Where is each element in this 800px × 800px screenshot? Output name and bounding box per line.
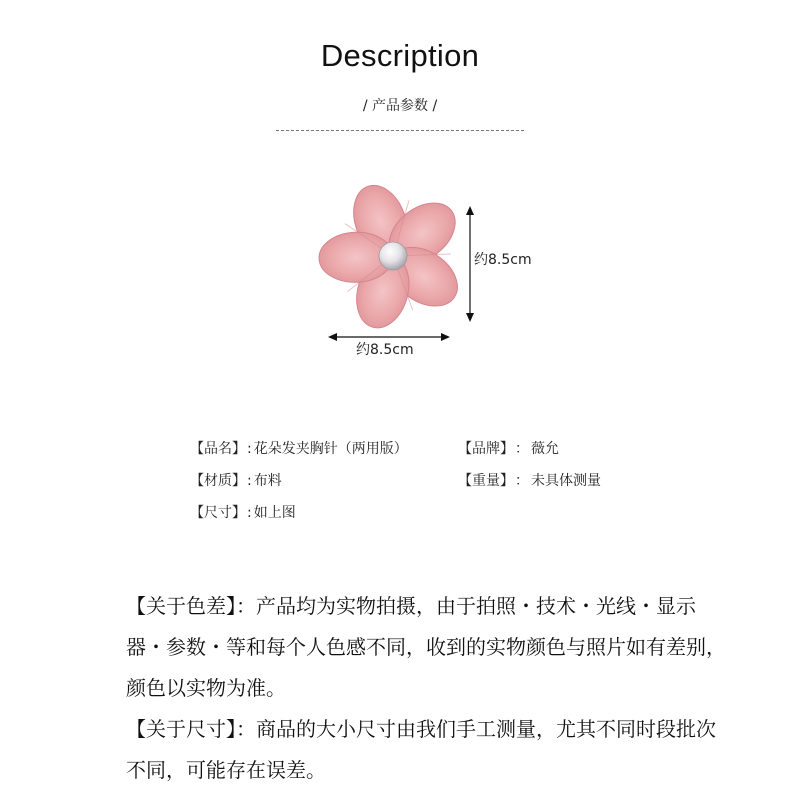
spec-name-colon: : xyxy=(247,441,252,457)
spec-name xyxy=(190,438,408,458)
spec-material-colon: : xyxy=(247,473,252,489)
spec-brand-value: 薇允 xyxy=(531,441,559,457)
notes-section xyxy=(126,586,726,791)
flower-icon xyxy=(318,178,468,334)
spec-name-value: 花朵发夹胸针（两用版） xyxy=(253,441,408,457)
width-label: 约8.5cm xyxy=(356,342,414,358)
spec-weight-label: 【重量】 xyxy=(458,473,514,489)
size-note: 【关于尺寸】：商品的大小尺寸由我们手工测量，尤其不同时段批次不同，可能存在误差。 xyxy=(126,717,716,782)
spec-brand-colon: ： xyxy=(515,441,529,457)
spec-material-label: 【材质】 xyxy=(190,473,246,489)
spec-material-value: 布料 xyxy=(253,473,282,489)
spec-size-label: 【尺寸】 xyxy=(190,505,246,521)
height-label: 约8.5cm xyxy=(474,252,532,268)
spec-size-value: 如上图 xyxy=(253,505,296,521)
spec-size xyxy=(190,502,296,522)
color-difference-note: 【关于色差】：产品均为实物拍摄，由于拍照・技术・光线・显示器・参数・等和每个人色感不同，收到的实物颜色与照片如有差别，颜色以实物为准。 xyxy=(126,594,726,700)
height-arrow-icon xyxy=(466,206,474,322)
spec-weight-value: 未具体测量 xyxy=(531,473,601,489)
spec-brand-label: 【品牌】 xyxy=(458,441,514,457)
spec-brand xyxy=(458,438,559,458)
page-title: Description xyxy=(320,38,480,73)
spec-name-label: 【品名】 xyxy=(190,441,246,457)
spec-weight xyxy=(458,470,601,490)
spec-material xyxy=(190,470,282,490)
spec-size-colon: : xyxy=(247,505,252,521)
pearl-center xyxy=(379,242,407,270)
spec-weight-colon: ： xyxy=(515,473,529,489)
page-subtitle: / 产品参数 / xyxy=(362,98,438,114)
